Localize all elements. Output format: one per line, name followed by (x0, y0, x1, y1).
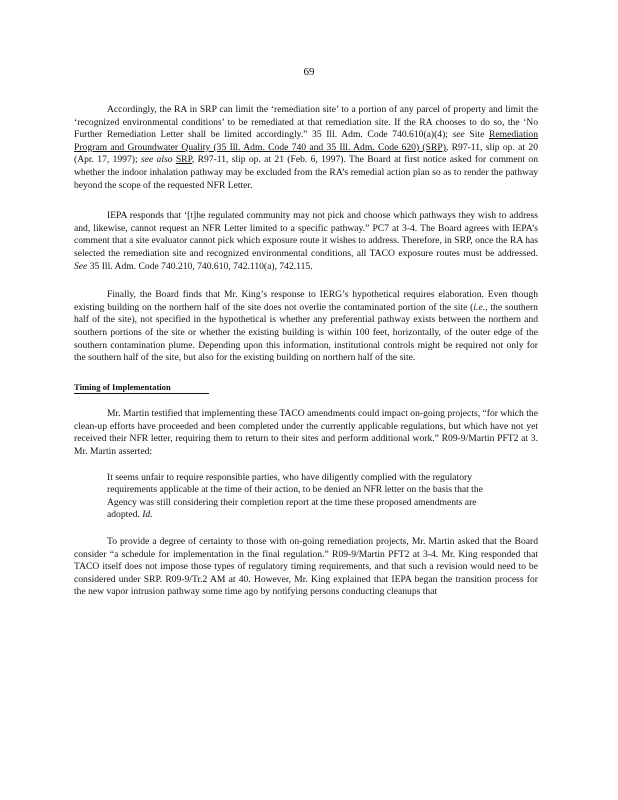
abbrev-ie: i.e. (473, 301, 486, 313)
section-heading: Timing of Implementation (74, 381, 209, 395)
signal-see: See (74, 260, 88, 272)
quote-text: It seems unfair to require responsible parties, who have diligently complied with the regulatory requirements applicable at the time of their action, to be denied an NFR letter on the basis that the Agency was still considering their completion report at the time these proposed amendments are adopted. (107, 471, 483, 521)
case-title-srp-short: SRP (175, 154, 192, 166)
paragraph-iepa-responds (74, 210, 538, 273)
paragraph-text: Finally, the Board finds that Mr. King’s response to IERG’s hypothetical requires elaboration. Even though existing building on the northern half of the site does not overlie the contaminated portion of the site ( (74, 289, 538, 313)
paragraph-certainty: To provide a degree of certainty to those with on-going remediation projects, Mr. Martin asked that the Board consider “a schedule for implementation in the final regulation.” R09-9/Martin PFT2 at 3-4. Mr. King responded that TACO itself does not impose those types of regulatory timing requirements, and that such a revision would need to be considered under SRP. R09-9/Tr.2 AM at 40. However, Mr. King explained that IEPA began the transition process for the new vapor intrusion pathway some time ago by notifying persons conducting cleanups that (74, 536, 538, 598)
paragraph-martin-testified: Mr. Martin testified that implementing these TACO amendments could impact on-going projects, “for which the clean-up efforts have proceeded and been completed under the currently applicable regulations, but which have not yet received their NFR letter, requiring them to return to their sites and perform additional work.” R09-9/Martin PFT2 at 3. Mr. Martin asserted: (74, 408, 538, 458)
paragraph-text: , the southern half of the site), not specified in the hypothetical is whether any preferential pathway exists between the northern and southern portions of the site or whether the existing building is within 100 feet, horizontally, of the outer edge of the southern contamination plume. Depending upon this information, institutional controls might be required not only for the southern half of the site, but also for the existing building on northern half of the site. (74, 301, 538, 364)
document-body (74, 104, 538, 612)
paragraph-accordingly (74, 104, 538, 192)
block-quote (107, 472, 498, 522)
paragraph-text: , R97-11, slip op. at 21 (Feb. 6, 1997). The Board at first notice asked for comment on whether the indoor inhalation pathway may be excluded from the RA’s remedial action plan so as to render the pathway beyond the scope of the requested NFR Letter. (74, 154, 538, 191)
signal-see: see (452, 129, 465, 141)
paragraph-finally (74, 289, 538, 365)
paragraph-text: IEPA responds that ‘[t]he regulated community may not pick and choose which pathways they wish to address and, likewise, cannot request an NFR Letter limited to a specific pathway.” PC7 at 3-4. The Board agrees with IEPA’s comment that a site evaluator cannot pick which exposure route it wishes to address. Therefore, in SRP, once the RA has selected the remediation site and recognized environmental conditions, all TACO exposure routes must be addressed. (74, 210, 538, 259)
page-number: 69 (303, 66, 315, 78)
paragraph-text: , R97-11, slip op. at 20 (Apr. 17, 1997); (74, 141, 538, 166)
quote-citation: Id. (142, 509, 153, 521)
paragraph-text: 35 Ill. Adm. Code 740.210, 740.610, 742.110(a), 742.115. (89, 260, 313, 272)
paragraph-text: Site (469, 129, 485, 141)
case-title-srp: Remediation Program and Groundwater Quality (35 Ill. Adm. Code 740 and 35 Ill. Adm. Code 620) (SRP) (74, 129, 538, 153)
paragraph-text: Accordingly, the RA in SRP can limit the ‘remediation site’ to a portion of any parcel of property and limit the ‘recognized environmental conditions’ to be remediated at that remediation site. If the RA chooses to do so, the ‘No Further Remediation Letter shall be limited accordingly.” 35 Ill. Adm. Code 740.610(a)(4); (74, 104, 538, 141)
signal-see-also: see also (140, 154, 173, 166)
